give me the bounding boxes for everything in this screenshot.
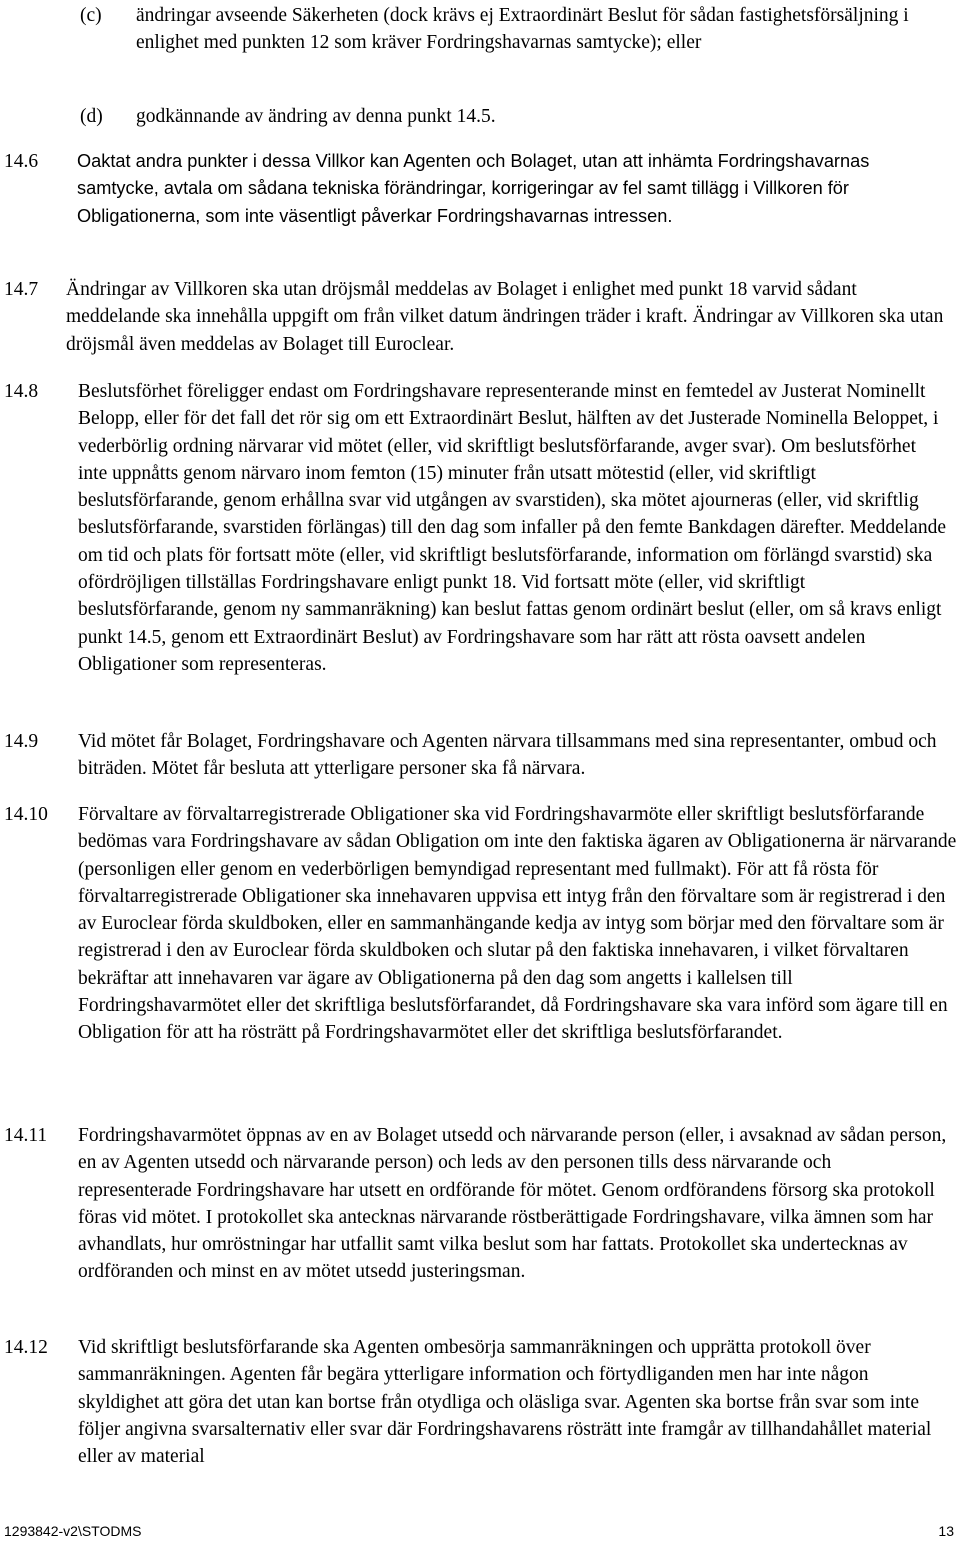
section-text: Oaktat andra punkter i dessa Villkor kan Agenten och Bolaget, utan att inhämta Fordringshavarnas samtycke, avtala om sådana tekniska förändringar, korrigeringar av fel samt tillägg i Villkoren för Obligationerna, som inte väsentligt påverkar Fordringshavarnas intressen. — [77, 151, 870, 226]
section-text: Beslutsförhet föreligger endast om Fordringshavare representerande minst en femtedel av Justerat Nominellt Belopp, eller för det fall det rör sig om ett Extraordinärt Beslut, hälften av det Justerade Nominella Beloppet, i vederbörlig ordning närvarar vid mötet (eller, vid skriftligt beslutsförfarande, avger svar). Om beslutsförhet inte uppnåtts genom närvaro inom femton (15) minuter från utsatt mötestid (eller, vid skriftligt beslutsförfarande, genom erhållna svar vid utgången av svarstiden), ska mötet ajourneras (eller, vid skriftlig beslutsförfarande, svarstiden förlängas) till den dag som infaller på den femte Bankdagen därefter. Meddelande om tid och plats för fortsatt möte (eller, vid skriftligt beslutsförfarande, information om förlängd svarstid) ska ofördröjligen tillställas Fordringshavare enligt punkt 18. Vid fortsatt möte (eller, vid skriftligt beslutsförfarande, genom ny sammanräkning) kan beslut fattas genom ordinärt beslut (eller, om så kravs enligt punkt 14.5, genom ett Extraordinärt Beslut) av Fordringshavare som har rätt att rösta oavsett andelen Obligationer som representeras. — [78, 381, 946, 675]
list-item-text: ändringar avseende Säkerheten (dock krävs ej Extraordinärt Beslut för sådan fastighetsförsäljning i enlighet med punkten 12 som kräver Fordringshavarnas samtycke); eller — [136, 5, 909, 54]
section-number: 14.9 — [4, 731, 39, 752]
section-number: 14.10 — [4, 804, 48, 825]
section-number: 14.12 — [4, 1337, 48, 1358]
section-number: 14.11 — [4, 1125, 48, 1146]
section-text: Vid skriftligt beslutsförfarande ska Agenten ombesörja sammanräkningen och upprätta protokoll över sammanräkningen. Agenten får begära ytterligare information och förtydliganden men har inte någon skyldighet att göra det utan kan bortse från otydliga och oläsliga svar. Agenten ska bortse från svar som inte följer angivna svarsalternativ eller svar där Fordringshavarens rösträtt inte framgår av tillhandahållet material eller av material — [78, 1337, 932, 1468]
section-text: Fordringshavarmötet öppnas av en av Bolaget utsedd och närvarande person (eller, i avsaknad av sådan person, en av Agenten utsedd och närvarande person) och leds av den personen tills dess närvarande och representerade Fordringshavare har utsett en ordförande för mötet. Genom ordförandens försorg ska protokoll föras vid mötet. I protokollet ska antecknas närvarande röstberättigade Fordringshavare, vilka ämnen som har avhandlats, hur omröstningar har utfallit samt vilka beslut som har fattats. Protokollet ska undertecknas av ordföranden och minst en av mötet utsedd justeringsman. — [78, 1125, 947, 1283]
section-text: Ändringar av Villkoren ska utan dröjsmål meddelas av Bolaget i enlighet med punkt 18 varvid sådant meddelande ska innehålla uppgift om från vilket datum ändringen träder i kraft. Ändringar av Villkoren ska utan dröjsmål även meddelas av Bolaget till Euroclear. — [66, 279, 944, 355]
section-number: 14.7 — [4, 279, 39, 300]
footer-doc-ref: 1293842-v2\STODMS — [4, 1523, 142, 1539]
footer-page-number: 13 — [938, 1523, 954, 1539]
section-number: 14.6 — [4, 151, 39, 172]
section-text: Vid mötet får Bolaget, Fordringshavare och Agenten närvara tillsammans med sina representanter, ombud och biträden. Mötet får besluta att ytterligare personer ska få närvara. — [78, 731, 937, 780]
section-text: Förvaltare av förvaltarregistrerade Obligationer ska vid Fordringshavarmöte eller skriftligt beslutsförfarande bedömas vara Fordringshavare av sådan Obligation om inte den faktiska ägaren av Obligationerna är närvarande (personligen eller genom en vederbörligen bemyndigad representant med fullmakt). För att få rösta för förvaltarregistrerade Obligationer ska innehavaren uppvisa ett intyg från den förvaltare som är registrerad i den av Euroclear förda skuldboken, eller en sammanhängande kedja av intyg som börjar med den förvaltare som är registrerad i den av Euroclear förda skuldboken och slutar på den faktiska innehavaren, i vilket förvaltaren bekräftar att innehavaren var ägare av Obligationerna på den dag som angetts i kallelsen till Fordringshavarmötet eller det skriftliga beslutsförfarandet, då Fordringshavare ska vara införd som ägare till en Obligation för att ha rösträtt på Fordringshavarmötet eller det skriftliga beslutsförfarandet. — [78, 804, 957, 1044]
section-number: 14.8 — [4, 381, 39, 402]
list-item-label: (d) — [80, 106, 103, 127]
list-item-text: godkännande av ändring av denna punkt 14.5. — [136, 106, 496, 127]
list-item-label: (c) — [80, 5, 102, 26]
